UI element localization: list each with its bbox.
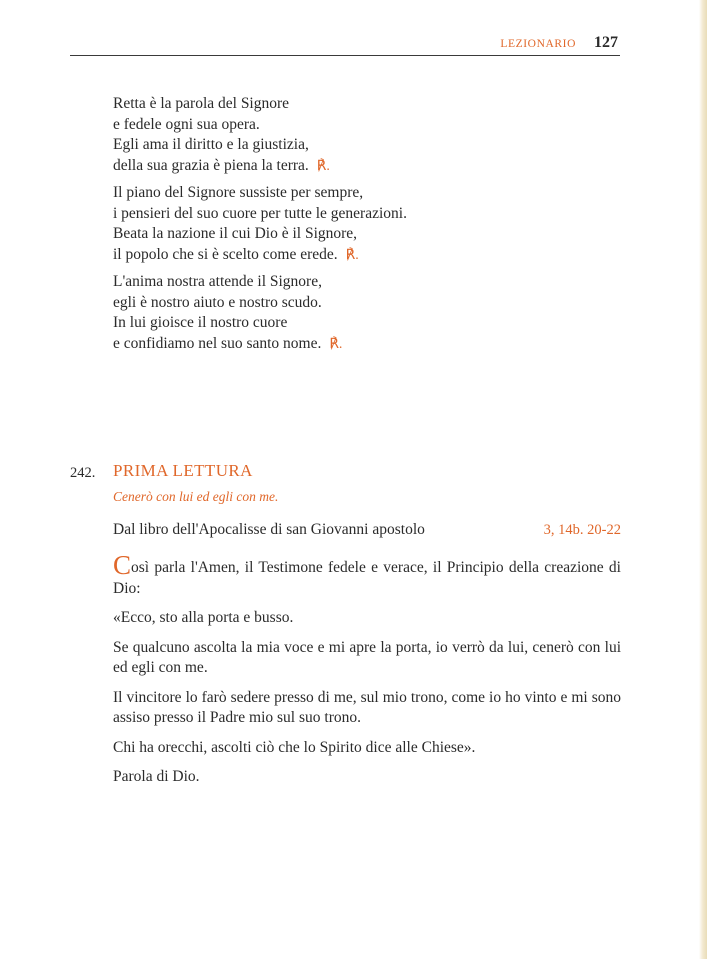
psalm-line-last [113,334,633,356]
reading-paragraph: Se qualcuno ascolta la mia voce e mi apre la porta, io verrò da lui, cenerò con lui ed egli con me. [113,638,621,676]
reading-source: Dal libro dell'Apocalisse di san Giovanni apostolo [113,521,425,538]
scripture-reference: 3, 14b. 20-22 [543,522,621,538]
psalm-line-last [113,245,633,267]
reading-paragraph-opening [113,550,621,599]
psalm-line: Il piano del Signore sussiste per sempre, [113,184,364,201]
psalm-line: Beata la nazione il cui Dio è il Signore, [113,225,358,242]
reading-paragraph: «Ecco, sto alla porta e busso. [113,609,294,626]
psalm-line: Egli ama il diritto e la giustizia, [113,136,309,153]
psalm-line-text: della sua grazia è piena la terra. [113,156,309,174]
psalm-line: In lui gioisce il nostro cuore [113,314,288,331]
response-symbol: ℟. [345,247,359,263]
reading-paragraph: Chi ha orecchi, ascolti ciò che lo Spirito dice alle Chiese». [113,738,476,756]
page-header [70,33,620,56]
page-edge [699,0,707,959]
psalm-line: e fedele ogni sua opera. [113,115,260,133]
reading-source-line [113,521,621,539]
reading-number: 242. [70,465,96,481]
running-title: LEZIONARIO [500,38,576,50]
reading-subtitle: Cenerò con lui ed egli con me. [113,489,279,504]
psalm-line: Retta è la parola del Signore [113,95,290,112]
psalm-line-text: il popolo che si è scelto come erede. [113,245,338,263]
reading-paragraph: Il vincitore lo farò sedere presso di me, sul mio trono, come io ho vinto e mi sono assiso presso il Padre mio sul suo trono. [113,688,621,726]
reading-closing: Parola di Dio. [113,768,200,785]
psalm-stanza [113,183,633,266]
psalm-line-last [113,156,633,178]
drop-cap: C [113,550,132,580]
responsorial-psalm [113,94,633,361]
response-symbol: ℟. [316,158,330,174]
psalm-stanza [113,94,633,177]
page-number: 127 [594,34,618,51]
reading-title: PRIMA LETTURA [113,461,253,480]
psalm-line-text: e confidiamo nel suo santo nome. [113,334,322,352]
psalm-line: L'anima nostra attende il Signore, [113,273,322,290]
psalm-stanza [113,272,633,355]
response-symbol: ℟. [329,336,343,352]
opening-text: osì parla l'Amen, il Testimone fedele e verace, il Principio della creazione di Dio: [113,559,621,597]
reading-text [113,550,621,797]
psalm-line: i pensieri del suo cuore per tutte le generazioni. [113,204,407,222]
psalm-line: egli è nostro aiuto e nostro scudo. [113,293,322,311]
